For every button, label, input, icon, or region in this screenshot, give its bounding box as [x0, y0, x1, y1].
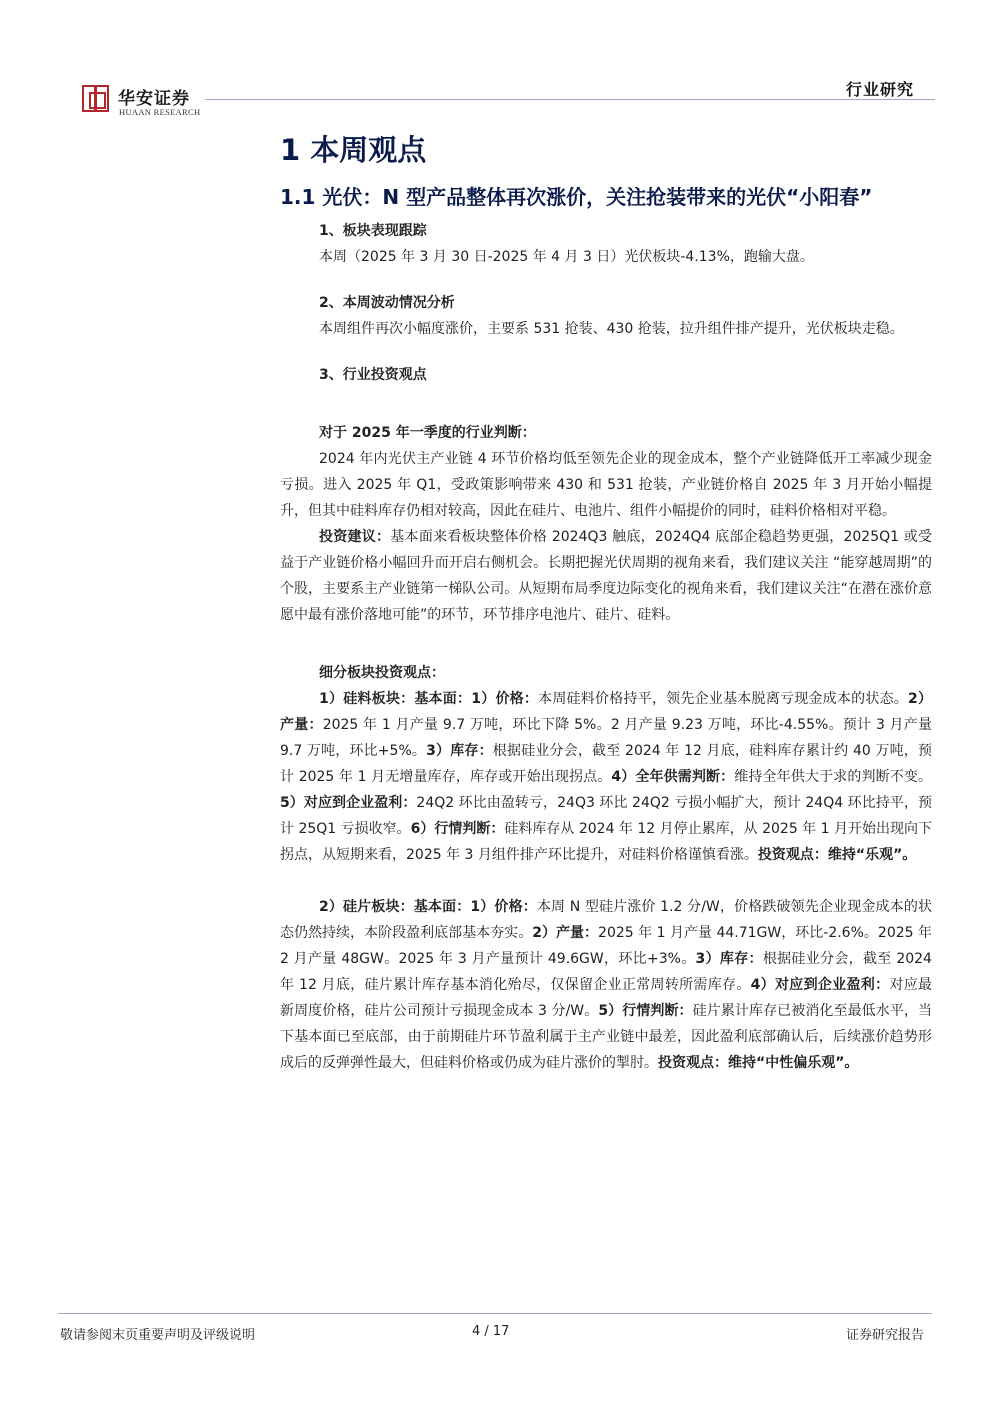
page-header [0, 0, 1000, 125]
footer-divider [58, 1313, 932, 1314]
q1-judgement-title: 对于 2025 年一季度的行业判断： [319, 425, 536, 441]
report-body [280, 130, 932, 1076]
section-title: 1 本周观点 [280, 133, 427, 167]
heading-investment-view: 3、行业投资观点 [319, 367, 427, 383]
volatility-analysis-text: 本周组件再次小幅度涨价，主要系 531 抢装、430 抢装，拉升组件排产提升，光伏板块走稳。 [319, 321, 904, 337]
report-type: 证券研究报告 [845, 1328, 924, 1343]
wafer-view: 2）硅片板块：基本面：1）价格：本周 N 型硅片涨价 1.2 分/W，价格跌破领先企业现金成本的状态仍然持续，本阶段盈利底部基本夯实。2）产量：2025 年 1 月产量 44.71GW，环比-2.6%。2025 年 2 月产量 48GW。2025 年 3 月产量预计 49.6GW，环比+3%。3）库存：根据硅业分会，截至 2024 年 12 月底，硅片累计库存基本消化殆尽，仅保留企业正常周转所需库存。4）对应到企业盈利：对应最新周度价格，硅片公司预计亏损现金成本 3 分/W。5）行情判断：硅片累计库存已被消化至最低水平，当下基本面已至底部，由于前期硅片环节盈利属于主产业链中最差，因此盈利底部确认后，后续涨价趋势形成后的反弹弹性最大，但硅料价格或仍成为硅片涨价的掣肘。投资观点：维持“中性偏乐观”。 [280, 899, 933, 1071]
silicon-material-view: 1）硅料板块：基本面：1）价格：本周硅料价格持平，领先企业基本脱离亏现金成本的状态。2）产量：2025 年 1 月产量 9.7 万吨，环比下降 5%。2 月产量 9.23 万吨，环比-4.55%。预计 3 月产量 9.7 万吨，环比+5%。3）库存：根据硅业分会，截至 2024 年 12 月底，硅料库存累计约 40 万吨，预计 2025 年 1 月无增量库存，库存或开始出现拐点。4）全年供需判断：维持全年供大于求的判断不变。5）对应到企业盈利：24Q2 环比由盈转亏，24Q3 环比 24Q2 亏损小幅扩大，预计 24Q4 环比持平，预计 25Q1 亏损收窄。6）行情判断：硅料库存从 2024 年 12 月停止累库，从 2025 年 1 月开始出现向下拐点，从短期来看，2025 年 3 月组件排产环比提升，对硅料价格谨慎看涨。投资观点：维持“乐观”。 [280, 691, 933, 863]
report-category: 行业研究 [845, 80, 914, 99]
disclaimer-note: 敬请参阅末页重要声明及评级说明 [60, 1328, 256, 1343]
subsection-title: 1.1 光伏：N 型产品整体再次涨价，关注抢装带来的光伏“小阳春” [280, 185, 873, 209]
header-divider [205, 99, 935, 100]
huaan-logo-icon [82, 85, 109, 112]
sector-performance-text: 本周（2025 年 3 月 30 日-2025 年 4 月 3 日）光伏板块-4.13%，跑输大盘。 [319, 249, 814, 265]
q1-judgement-text: 2024 年内光伏主产业链 4 环节价格均低至领先企业的现金成本，整个产业链降低开工率减少现金亏损。进入 2025 年 Q1，受政策影响带来 430 和 531 抢装，产业链价格自 2025 年 3 月开始小幅提升，但其中硅料库存仍相对较高，因此在硅片、电池片、组件小幅提价的同时，硅料价格相对平稳。 [280, 451, 932, 519]
heading-volatility-analysis: 2、本周波动情况分析 [319, 295, 455, 311]
heading-sector-performance: 1、板块表现跟踪 [319, 223, 427, 239]
logo-name-cn: 华安证券 [118, 89, 190, 109]
logo-name-en: HUAAN RESEARCH [119, 107, 201, 117]
page-number: 4 / 17 [472, 1324, 510, 1339]
segment-views-title: 细分板块投资观点： [319, 665, 445, 681]
investment-advice: 投资建议：基本面来看板块整体价格 2024Q3 触底，2024Q4 底部企稳趋势更强，2025Q1 或受益于产业链价格小幅回升而开启右侧机会。长期把握光伏周期的视角来看，我们建议关注 “能穿越周期”的个股，主要系主产业链第一梯队公司。从短期布局季度边际变化的视角来看，我们建议关注“在潜在涨价意愿中最有涨价落地可能”的环节，环节排序电池片、硅片、硅料。 [280, 529, 933, 623]
